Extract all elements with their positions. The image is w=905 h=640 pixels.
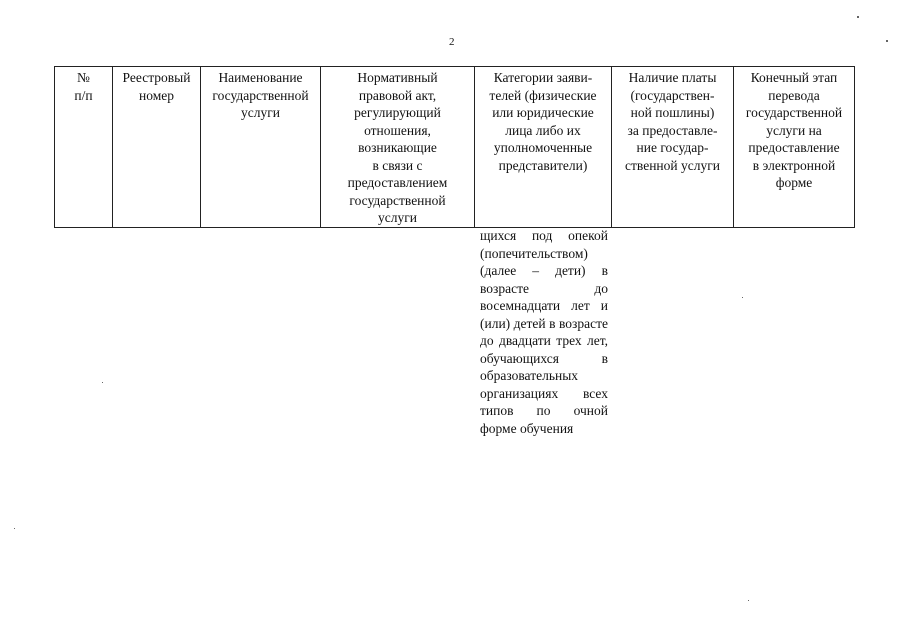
scan-speck — [886, 40, 888, 42]
column-header-applicant-categories: Категории заяви- телей (физические или юридические лица либо их уполномоченные представители) — [475, 67, 612, 228]
table-header-row — [55, 67, 855, 228]
scan-speck — [857, 16, 859, 18]
column-header-electronic-stage: Конечный этап перевода государственной услуги на предоставление в электронной форме — [734, 67, 855, 228]
scan-speck — [742, 297, 743, 298]
services-table-header — [54, 66, 855, 228]
scan-speck — [102, 382, 103, 383]
scan-speck — [748, 600, 749, 601]
column-header-fee: Наличие платы (государствен- ной пошлины) за предоставле- ние государ- ственной услуги — [612, 67, 734, 228]
page-number: 2 — [449, 36, 455, 48]
column-header-number: № п/п — [55, 67, 113, 228]
applicant-categories-continuation: щихся под опекой (попечительством) (далее – дети) в возрасте до восемнадцати лет и (или) детей в возрасте до двадцати трех лет, обучающихся в образовательных организациях всех типов по очной форме обучения — [480, 228, 608, 436]
column-header-service-name: Наименование государственной услуги — [201, 67, 321, 228]
column-header-registry-number: Реестровый номер — [113, 67, 201, 228]
column-header-legal-act: Нормативный правовой акт, регулирующий отношения, возникающие в связи с предоставлением государственной услуги — [321, 67, 475, 228]
scan-speck — [14, 528, 15, 529]
